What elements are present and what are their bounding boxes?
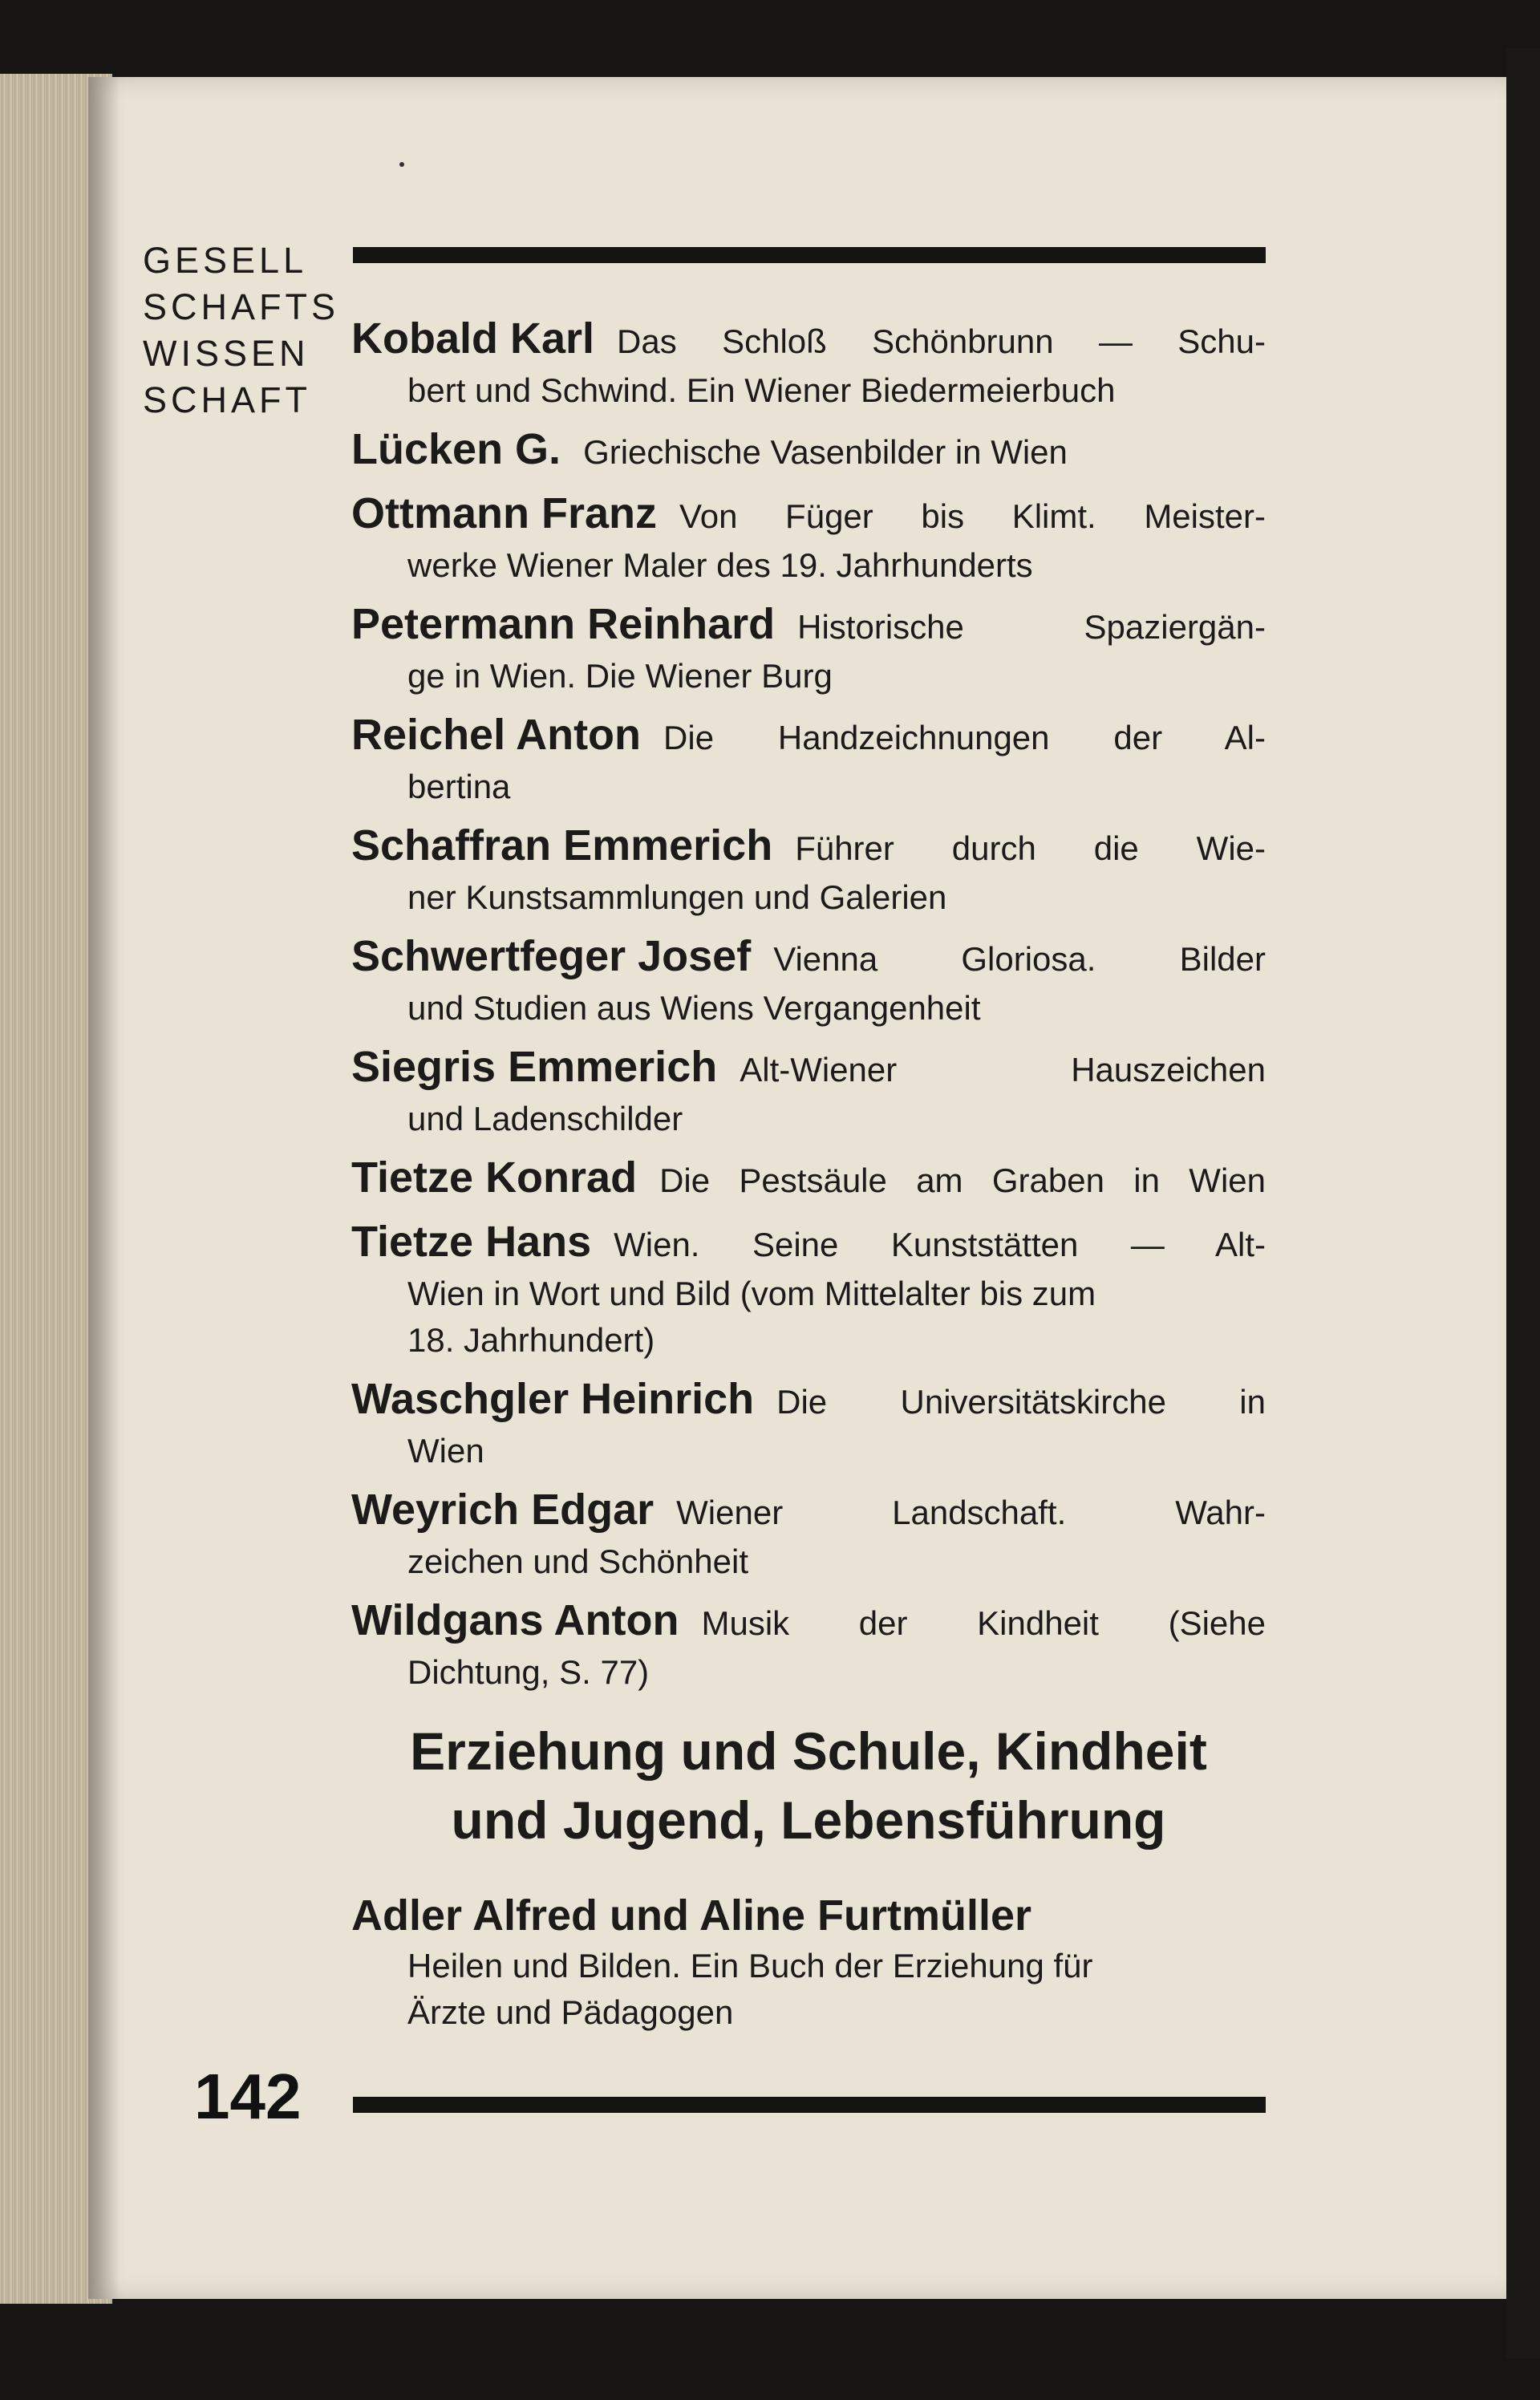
entry-waschgler bbox=[351, 1373, 1266, 1474]
entry-schaffran bbox=[351, 820, 1266, 921]
entry-title-cont: Wien bbox=[407, 1432, 484, 1470]
entry-author: Weyrich Edgar bbox=[351, 1486, 654, 1534]
top-rule bbox=[353, 247, 1266, 263]
section-heading-line: Erziehung und Schule, Kindheit bbox=[410, 1721, 1207, 1781]
entry-title-cont: bert und Schwind. Ein Wiener Biedermeierbuch bbox=[407, 371, 1116, 409]
bibliography-list bbox=[351, 313, 1266, 1705]
entry-title: Wien. Seine Kunststätten — Alt- bbox=[614, 1226, 1266, 1263]
entry-title-cont: und Ladenschilder bbox=[407, 1100, 683, 1137]
entry-title: Musik der Kindheit (Siehe bbox=[701, 1604, 1266, 1642]
entry-title: Vienna Gloriosa. Bilder bbox=[773, 940, 1266, 978]
section-label-line: WISSEN bbox=[143, 333, 310, 374]
entry-title: Die Universitätskirche in bbox=[776, 1383, 1266, 1421]
entry-author: Adler Alfred und Aline Furtmüller bbox=[351, 1891, 1032, 1940]
entry-title: Die Pestsäule am Graben in Wien bbox=[659, 1161, 1266, 1199]
entry-author: Kobald Karl bbox=[351, 314, 595, 363]
entry-title: Heilen und Bilden. Ein Buch der Erziehung für bbox=[407, 1947, 1093, 1984]
entry-author: Ottmann Franz bbox=[351, 489, 658, 537]
entry-title-cont: 18. Jahrhundert) bbox=[407, 1321, 655, 1359]
entry-author: Siegris Emmerich bbox=[351, 1043, 718, 1091]
entry-author: Tietze Hans bbox=[351, 1218, 592, 1266]
ink-speck bbox=[399, 162, 404, 167]
entry-author: Petermann Reinhard bbox=[351, 600, 776, 648]
entry-title-cont: und Studien aus Wiens Vergangenheit bbox=[407, 989, 981, 1027]
entry-title: Von Füger bis Klimt. Meister- bbox=[679, 497, 1266, 535]
entry-title-cont: ner Kunstsammlungen und Galerien bbox=[407, 878, 947, 916]
entry-title-cont: Ärzte und Pädagogen bbox=[407, 1993, 734, 2031]
entry-title-cont: werke Wiener Maler des 19. Jahrhunderts bbox=[407, 546, 1033, 584]
entry-tietze-hans bbox=[351, 1216, 1266, 1364]
entry-author: Wildgans Anton bbox=[351, 1596, 679, 1644]
entry-title-cont: zeichen und Schönheit bbox=[407, 1543, 748, 1580]
entry-title: Historische Spaziergän- bbox=[797, 608, 1266, 646]
entry-tietze-konrad bbox=[351, 1152, 1266, 1206]
entry-petermann bbox=[351, 598, 1266, 699]
section-label-line: SCHAFT bbox=[143, 379, 311, 420]
section-heading bbox=[351, 1717, 1266, 1855]
entry-title-cont: Dichtung, S. 77) bbox=[407, 1653, 650, 1691]
entry-reichel bbox=[351, 709, 1266, 810]
entry-title: Das Schloß Schönbrunn — Schu- bbox=[617, 322, 1266, 360]
scan-right-edge bbox=[1506, 48, 1540, 2358]
entry-title: Alt-Wiener Hauszeichen bbox=[740, 1051, 1266, 1089]
entry-kobald bbox=[351, 313, 1266, 414]
entry-schwertfeger bbox=[351, 930, 1266, 1032]
entry-luecken bbox=[351, 424, 1266, 478]
entry-title: Die Handzeichnungen der Al- bbox=[663, 719, 1266, 756]
section-label-line: SCHAFTS bbox=[143, 286, 340, 327]
entry-title: Führer durch die Wie- bbox=[795, 829, 1266, 867]
section-label-line: GESELL bbox=[143, 240, 308, 281]
entry-author: Schaffran Emmerich bbox=[351, 821, 773, 870]
entry-author: Schwertfeger Josef bbox=[351, 932, 752, 980]
entry-ottmann bbox=[351, 488, 1266, 589]
section-label bbox=[143, 237, 340, 424]
section-heading-line: und Jugend, Lebensführung bbox=[451, 1790, 1166, 1850]
gutter-shadow bbox=[88, 77, 120, 2299]
entry-adler bbox=[351, 1888, 1266, 2036]
entry-author: Reichel Anton bbox=[351, 711, 642, 759]
entry-title-cont: Wien in Wort und Bild (vom Mittelalter bis zum bbox=[407, 1275, 1096, 1312]
entry-title-cont: ge in Wien. Die Wiener Burg bbox=[407, 657, 833, 695]
entry-title: Griechische Vasenbilder in Wien bbox=[583, 433, 1068, 471]
page-number: 142 bbox=[194, 2061, 302, 2132]
entry-author: Lücken G. bbox=[351, 425, 561, 473]
entry-wildgans bbox=[351, 1595, 1266, 1696]
entry-weyrich bbox=[351, 1484, 1266, 1585]
entry-title: Wiener Landschaft. Wahr- bbox=[676, 1494, 1266, 1531]
entry-title-cont: bertina bbox=[407, 768, 511, 805]
entry-author: Tietze Konrad bbox=[351, 1153, 638, 1202]
entry-author: Waschgler Heinrich bbox=[351, 1375, 755, 1423]
bottom-rule bbox=[353, 2097, 1266, 2113]
entry-siegris bbox=[351, 1041, 1266, 1142]
